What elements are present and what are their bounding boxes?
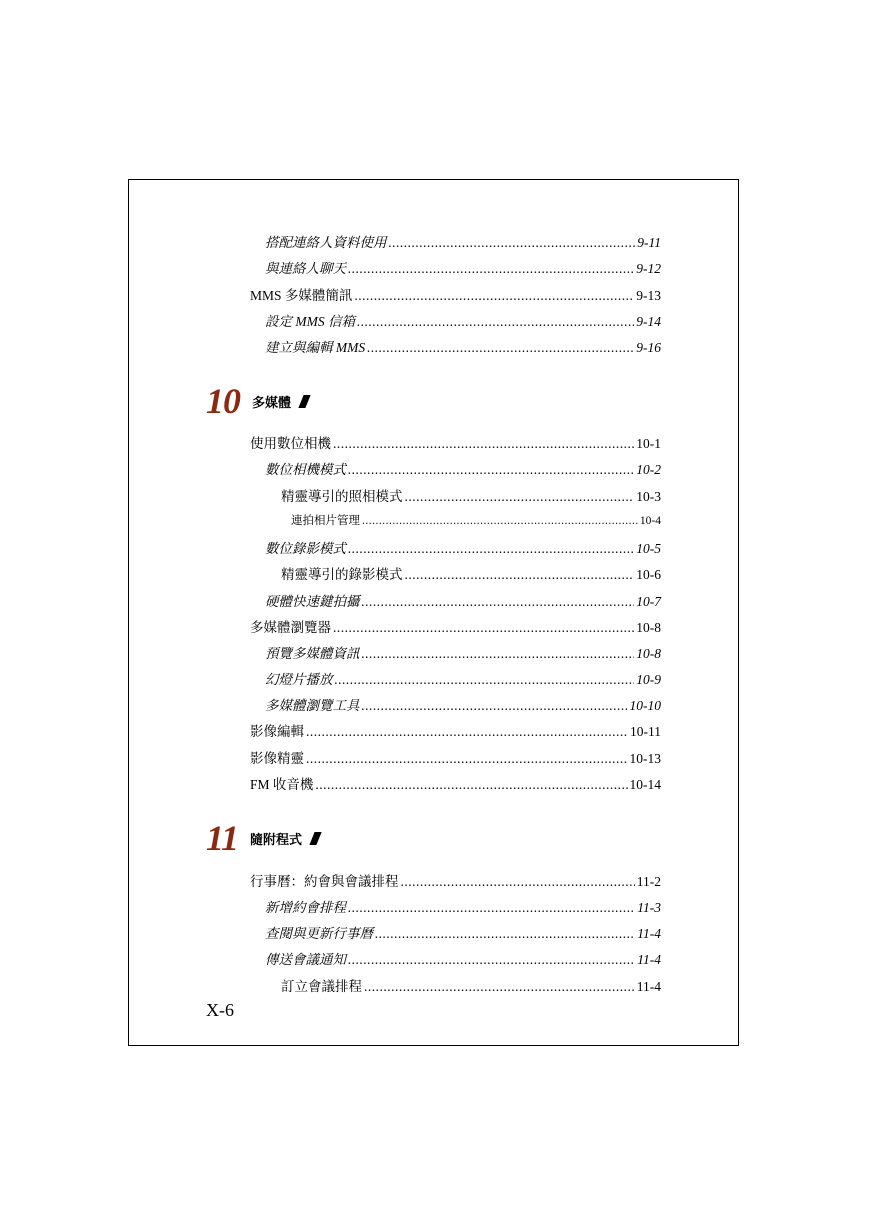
toc-entry-title: 傳送會議通知 [265, 952, 346, 967]
toc-entry-title: 設定 MMS 信箱 [265, 314, 355, 329]
toc-entry-page: 11-2 [636, 874, 661, 889]
toc-entry-page: 10-9 [636, 672, 661, 687]
toc-entry[interactable] [265, 642, 661, 662]
dot-leader [405, 567, 635, 583]
dot-leader [354, 288, 634, 304]
dot-leader [333, 620, 634, 636]
dot-leader [405, 489, 635, 505]
toc-entry-title: 行事曆：約會與會議排程 [250, 874, 399, 889]
toc-entry-title: 訂立會議排程 [281, 979, 362, 994]
toc-entry[interactable] [265, 922, 661, 942]
chapter-number: 11 [206, 818, 239, 858]
chapter-11-heading [206, 820, 319, 856]
toc-entry[interactable] [265, 231, 661, 251]
toc-entry-title: 與連絡人聊天 [265, 261, 346, 276]
dot-leader [348, 462, 634, 478]
toc-entry-title: MMS 多媒體簡訊 [250, 288, 353, 303]
dot-leader [348, 261, 634, 277]
toc-entry[interactable] [265, 310, 661, 330]
dot-leader [401, 874, 635, 890]
toc-entry-page: 10-14 [629, 777, 661, 792]
dot-leader [348, 952, 635, 968]
toc-entry[interactable] [265, 257, 661, 277]
toc-entry-page: 10-7 [636, 594, 661, 609]
toc-entry-page: 10-8 [636, 620, 661, 635]
toc-entry-title: 多媒體瀏覽器 [250, 620, 331, 635]
toc-entry-title: 預覽多媒體資訊 [265, 646, 360, 661]
toc-entry-title: 精靈導引的錄影模式 [281, 567, 403, 582]
toc-entry-page: 11-4 [637, 952, 661, 967]
toc-entry-page: 9-13 [636, 288, 661, 303]
toc-entry-page: 11-3 [637, 900, 661, 915]
toc-entry-title: 使用數位相機 [250, 436, 331, 451]
toc-entry-title: 連拍相片管理 [291, 515, 360, 527]
toc-entry[interactable] [265, 948, 661, 968]
dot-leader [335, 672, 635, 688]
dot-leader [315, 777, 627, 793]
toc-entry-title: 硬體快速鍵拍攝 [265, 594, 360, 609]
dot-leader [362, 594, 635, 610]
dot-leader [333, 436, 634, 452]
toc-entry-title: 建立與編輯 MMS [265, 340, 366, 355]
chapter-title: 多媒體 [252, 395, 292, 411]
dot-leader [364, 979, 635, 995]
dot-leader [306, 724, 628, 740]
toc-entry-title: 數位錄影模式 [265, 541, 346, 556]
dot-leader [362, 698, 628, 714]
dot-leader [389, 235, 636, 251]
toc-entry-title: 多媒體瀏覽工具 [265, 698, 360, 713]
toc-entry-page: 9-16 [636, 340, 661, 355]
dot-leader [375, 926, 635, 942]
page-number-label: X-6 [206, 1000, 234, 1020]
toc-entry-title: 精靈導引的照相模式 [281, 489, 403, 504]
toc-entry[interactable] [291, 512, 661, 528]
toc-entry-page: 10-4 [639, 515, 661, 527]
toc-entry[interactable] [265, 590, 661, 610]
toc-entry[interactable] [265, 537, 661, 557]
toc-entry-title: 影像編輯 [250, 724, 304, 739]
dot-leader [367, 340, 634, 356]
toc-entry[interactable] [250, 616, 661, 636]
toc-entry-title: 數位相機模式 [265, 462, 346, 477]
toc-entry[interactable] [250, 747, 661, 767]
toc-entry[interactable] [250, 870, 661, 890]
toc-entry-page: 9-14 [636, 314, 661, 329]
chapter-10-heading [206, 383, 308, 419]
toc-entry-title: 查閱與更新行事曆 [265, 926, 373, 941]
toc-entry[interactable] [265, 694, 661, 714]
toc-entry-title: 影像精靈 [250, 751, 304, 766]
toc-entry[interactable] [265, 896, 661, 916]
toc-entry[interactable] [250, 432, 661, 452]
toc-entry[interactable] [250, 284, 661, 304]
toc-entry-page: 10-2 [636, 462, 661, 477]
chapter-number: 10 [206, 381, 240, 421]
toc-entry-page: 10-8 [636, 646, 661, 661]
toc-entry-page: 9-12 [636, 261, 661, 276]
toc-entry[interactable] [250, 720, 661, 740]
toc-entry[interactable] [265, 336, 661, 356]
toc-entry-page: 9-11 [637, 235, 661, 250]
toc-entry-page: 10-5 [636, 541, 661, 556]
toc-entry-page: 10-11 [630, 724, 661, 739]
toc-entry-title: 幻燈片播放 [265, 672, 333, 687]
toc-entry[interactable] [281, 975, 661, 995]
dot-leader [348, 900, 635, 916]
dot-leader [362, 515, 638, 527]
toc-entry[interactable] [250, 773, 661, 793]
dot-leader [362, 646, 635, 662]
toc-entry-page: 11-4 [637, 926, 661, 941]
toc-entry[interactable] [265, 458, 661, 478]
dot-leader [357, 314, 634, 330]
toc-entry[interactable] [281, 563, 661, 583]
toc-entry-page: 10-6 [636, 567, 661, 582]
dot-leader [306, 751, 628, 767]
toc-entry-title: FM 收音機 [250, 777, 314, 792]
toc-entry[interactable] [265, 668, 661, 688]
toc-entry-page: 10-3 [636, 489, 661, 504]
toc-entry-page: 11-4 [636, 979, 661, 994]
toc-entry-page: 10-1 [636, 436, 661, 451]
toc-entry[interactable] [281, 485, 661, 505]
toc-entry-page: 10-13 [629, 751, 661, 766]
chapter-title: 隨附程式 [250, 832, 303, 848]
toc-entry-page: 10-10 [629, 698, 661, 713]
toc-entry-title: 新增約會排程 [265, 900, 346, 915]
toc-entry-title: 搭配連絡人資料使用 [265, 235, 387, 250]
dot-leader [348, 541, 634, 557]
